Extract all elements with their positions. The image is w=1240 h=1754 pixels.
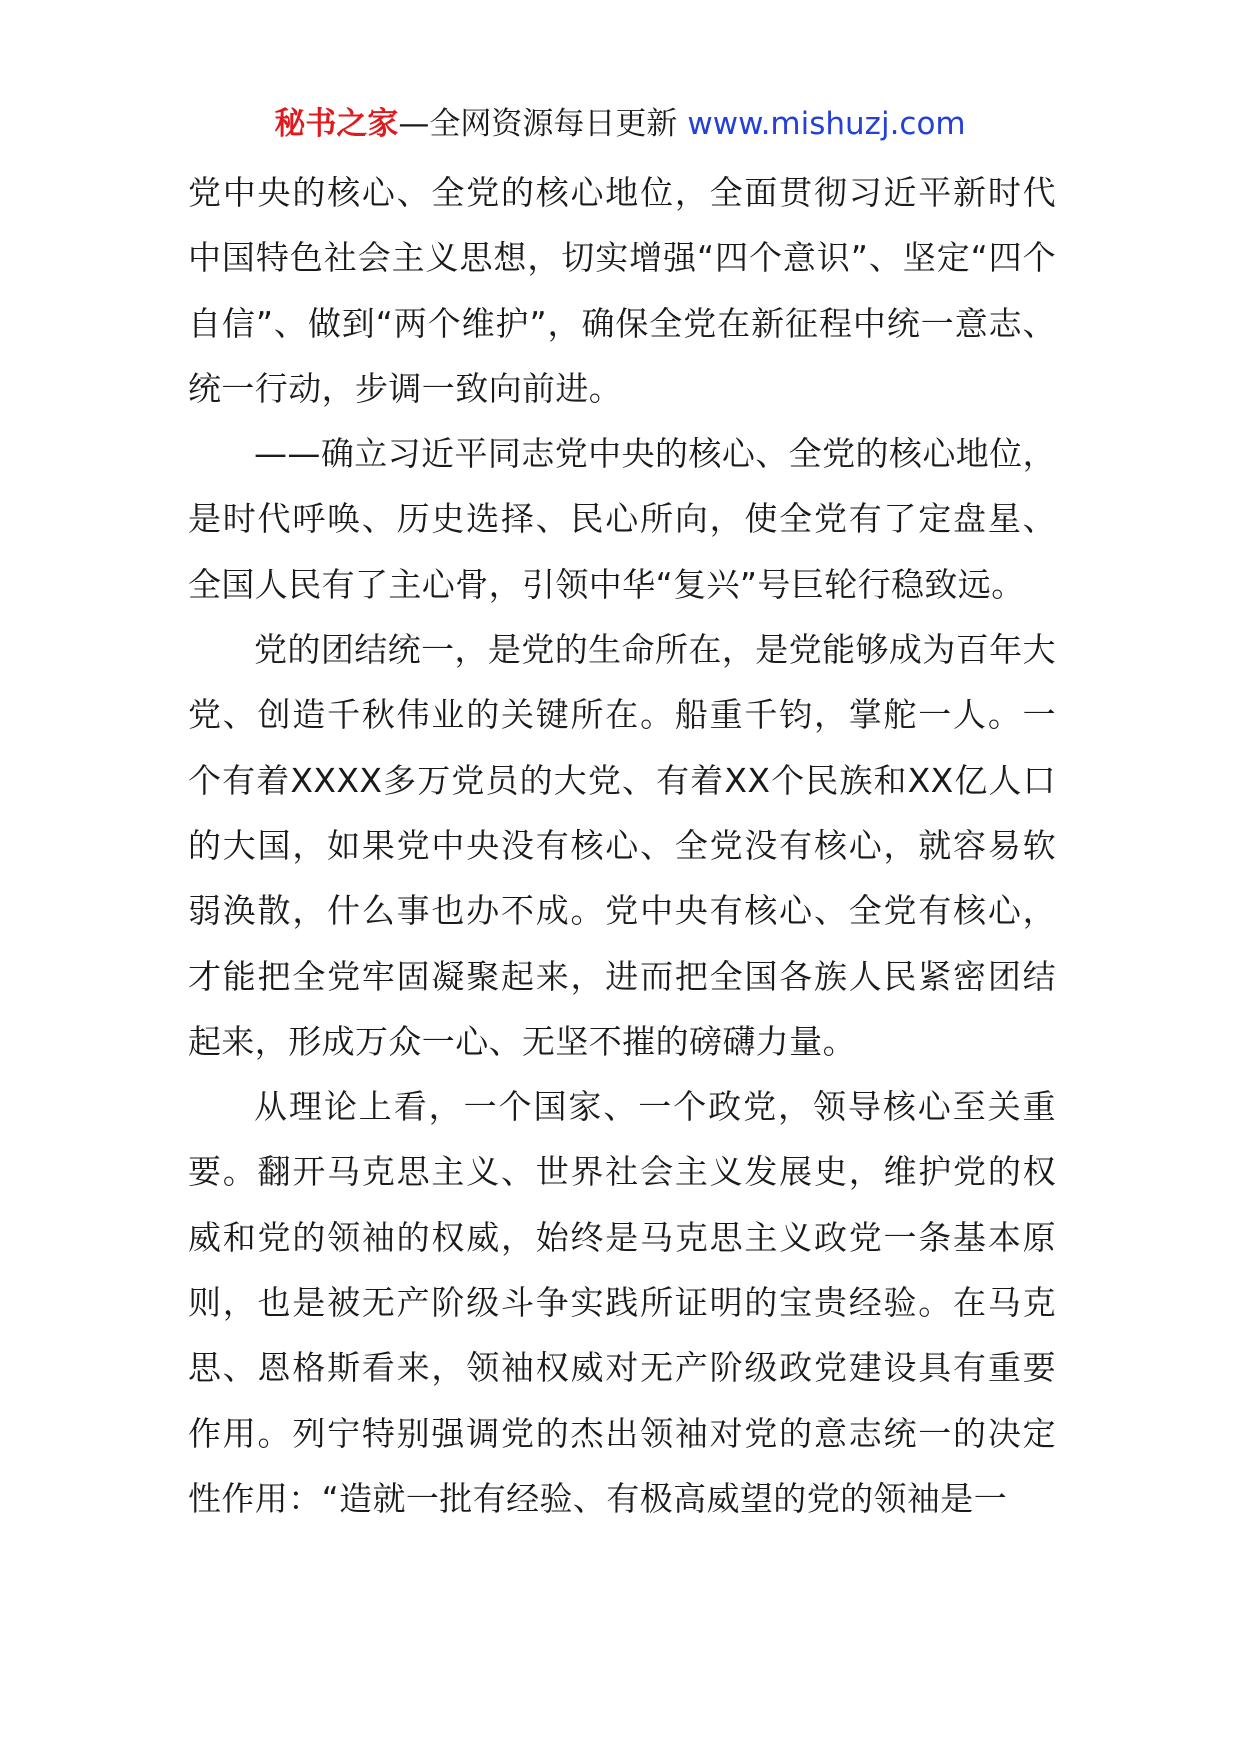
paragraph: 从理论上看，一个国家、一个政党，领导核心至关重要。翻开马克思主义、世界社会主义发展史，维护党的权威和党的领袖的权威，始终是马克思主义政党一条基本原则，也是被无产阶级斗争实践所证明的宝贵经验。在马克思、恩格斯看来，领袖权威对无产阶级政党建设具有重要作用。列宁特别强调党的杰出领袖对党的意志统一的决定性作用：“造就一批有经验、有极高威望的党的领袖是一	[188, 1087, 1056, 1518]
paragraph-continuation: 党中央的核心、全党的核心地位，全面贯彻习近平新时代中国特色社会主义思想，切实增强“四个意识”、坚定“四个自信”、做到“两个维护”，确保全党在新征程中统一意志、统一行动，步调一致向前进。	[188, 173, 1056, 408]
site-header	[0, 102, 1240, 146]
paragraph: ——确立习近平同志党中央的核心、全党的核心地位，是时代呼唤、历史选择、民心所向，使全党有了定盘星、全国人民有了主心骨，引领中华“复兴”号巨轮行稳致远。	[188, 434, 1056, 604]
header-slogan: —全网资源每日更新	[398, 106, 678, 142]
brand-name: 秘书之家	[274, 106, 399, 142]
document-body	[188, 160, 1056, 1531]
site-url-link[interactable]: www.mishuzj.com	[687, 106, 966, 142]
paragraph: 党的团结统一，是党的生命所在，是党能够成为百年大党、创造千秋伟业的关键所在。船重千钧，掌舵一人。一个有着XXXX多万党员的大党、有着XX个民族和XX亿人口的大国，如果党中央没有核心、全党没有核心，就容易软弱涣散，什么事也办不成。党中央有核心、全党有核心，才能把全党牢固凝聚起来，进而把全国各族人民紧密团结起来，形成万众一心、无坚不摧的磅礴力量。	[188, 630, 1056, 1061]
